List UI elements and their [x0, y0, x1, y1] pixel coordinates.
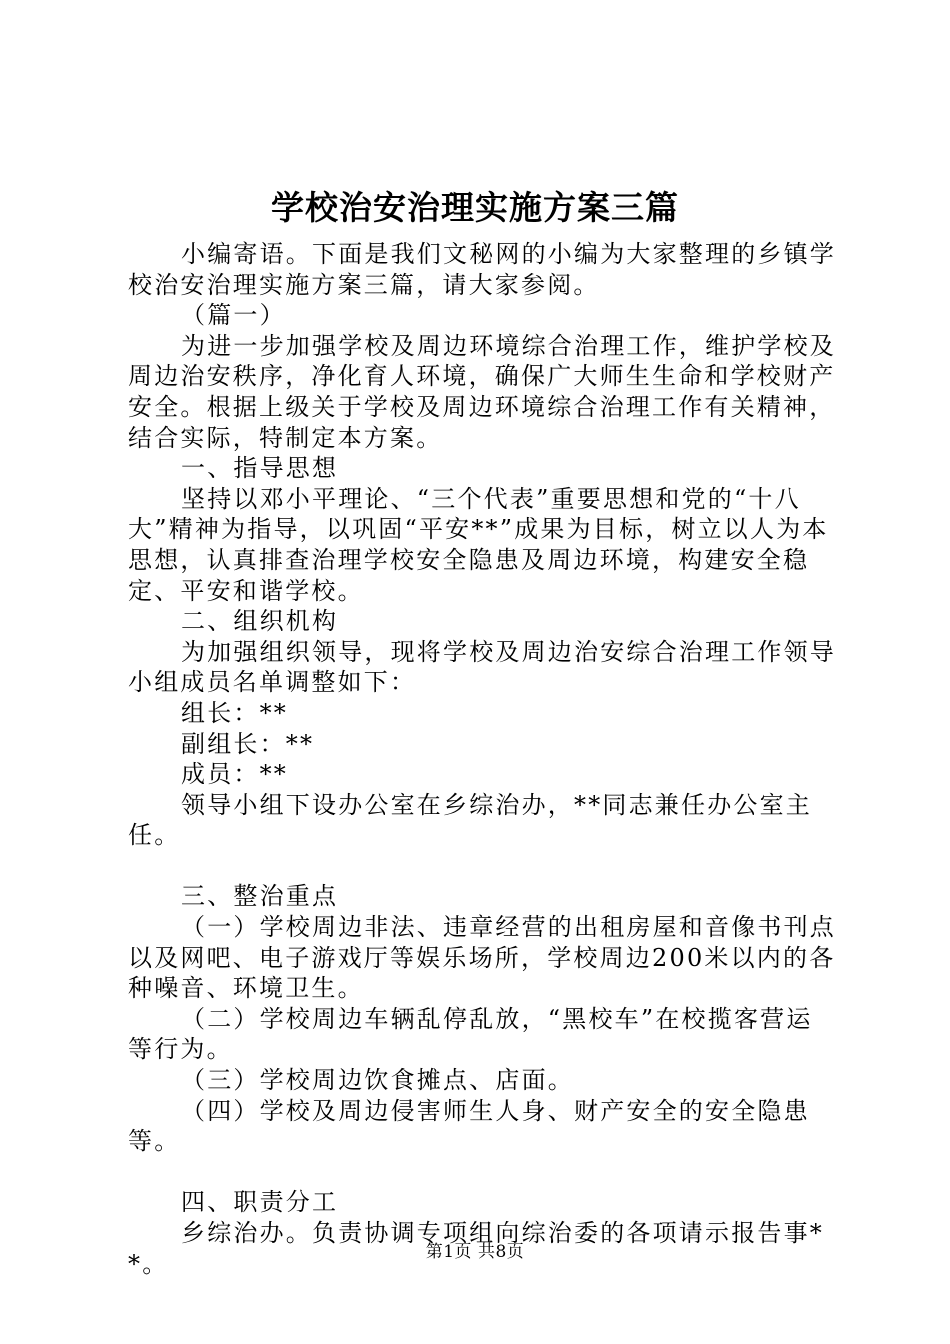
- paragraph-key-point-4: （四）学校及周边侵害师生人身、财产安全的安全隐患等。: [128, 1096, 810, 1156]
- heading-guiding-ideology: 一、指导思想: [181, 454, 339, 483]
- document-body: [128, 239, 838, 1279]
- blank-line: [128, 1157, 838, 1188]
- heading-key-points: 三、整治重点: [181, 882, 339, 911]
- paragraph-key-point-2: （二）学校周边车辆乱停乱放，“黑校车”在校揽客营运等行为。: [128, 1004, 813, 1064]
- paragraph-key-point-3: （三）学校周边饮食摊点、店面。: [181, 1066, 574, 1095]
- heading-responsibilities: 四、职责分工: [181, 1188, 339, 1217]
- paragraph-office: 领导小组下设办公室在乡综治办，**同志兼任办公室主任。: [128, 790, 812, 850]
- page-footer: 第1页 共8页: [425, 1242, 525, 1262]
- document-title: 学校治安治理实施方案三篇: [271, 188, 679, 227]
- paragraph-organization: 为加强组织领导，现将学校及周边治安综合治理工作领导小组成员名单调整如下：: [128, 637, 836, 697]
- paragraph-key-point-1: （一）学校周边非法、违章经营的出租房屋和音像书刊点以及网吧、电子游戏厅等娱乐场所，学校周边200米以内的各种噪音、环境卫生。: [128, 913, 836, 1003]
- blank-line: [128, 851, 838, 882]
- line-deputy-leader: 副组长：**: [181, 729, 315, 758]
- paragraph-part-one-label: （篇一）: [181, 301, 286, 330]
- paragraph-intro: 小编寄语。下面是我们文秘网的小编为大家整理的乡镇学校治安治理实施方案三篇，请大家参阅。: [128, 240, 836, 299]
- line-team-leader: 组长：**: [181, 698, 288, 727]
- heading-organization: 二、组织机构: [181, 607, 339, 636]
- paragraph-guiding-ideology: 坚持以邓小平理论、“三个代表”重要思想和党的“十八大”精神为指导，以巩固“平安**”成果为目标，树立以人为本思想，认真排查治理学校安全隐患及周边环境，构建安全稳定、平安和谐学校。: [128, 484, 829, 605]
- paragraph-responsibility-1: 乡综治办。负责协调专项组向综治委的各项请示报告事**。: [128, 1219, 824, 1278]
- paragraph-purpose: 为进一步加强学校及周边环境综合治理工作，维护学校及周边治安秩序，净化育人环境，确保广大师生生命和学校财产安全。根据上级关于学校及周边环境综合治理工作有关精神，结合实际，特制定本方案。: [128, 331, 836, 452]
- line-members: 成员：**: [181, 760, 288, 789]
